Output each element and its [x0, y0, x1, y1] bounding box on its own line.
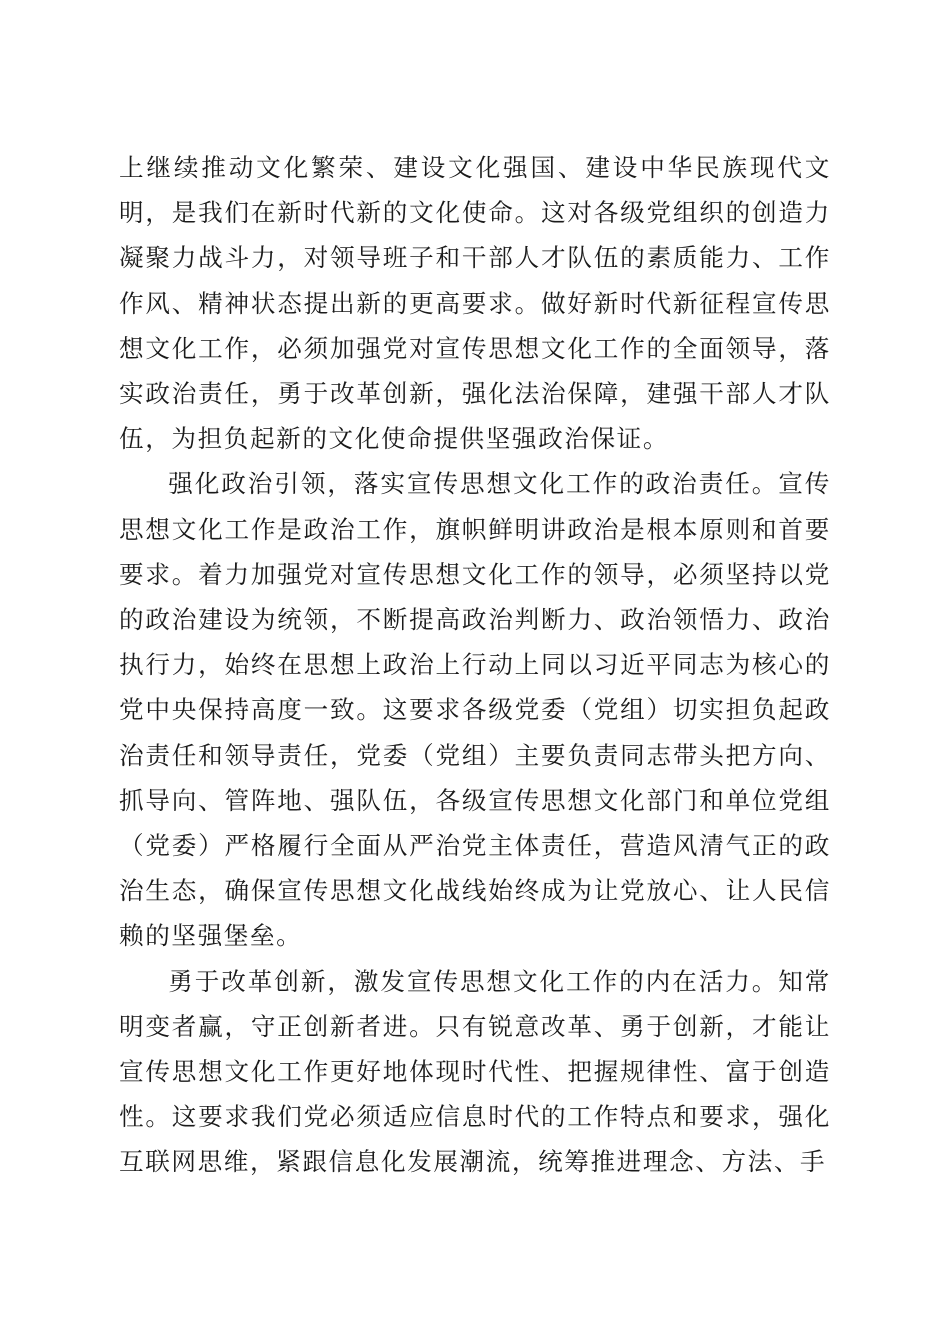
- paragraph-continuation: 上继续推动文化繁荣、建设文化强国、建设中华民族现代文明，是我们在新时代新的文化使命。这对各级党组织的创造力凝聚力战斗力，对领导班子和干部人才队伍的素质能力、工作作风、精神状态提出新的更高要求。做好新时代新征程宣传思想文化工作，必须加强党对宣传思想文化工作的全面领导，落实政治责任，勇于改革创新，强化法治保障，建强干部人才队伍，为担负起新的文化使命提供坚强政治保证。: [119, 153, 831, 454]
- paragraph-political-leadership: 强化政治引领，落实宣传思想文化工作的政治责任。宣传思想文化工作是政治工作，旗帜鲜明讲政治是根本原则和首要要求。着力加强党对宣传思想文化工作的领导，必须坚持以党的政治建设为统领，不断提高政治判断力、政治领悟力、政治执行力，始终在思想上政治上行动上同以习近平同志为核心的党中央保持高度一致。这要求各级党委（党组）切实担负起政治责任和领导责任，党委（党组）主要负责同志带头把方向、抓导向、管阵地、强队伍，各级宣传思想文化部门和单位党组（党委）严格履行全面从严治党主体责任，营造风清气正的政治生态，确保宣传思想文化战线始终成为让党放心、让人民信赖的坚强堡垒。: [119, 469, 831, 951]
- paragraph-reform-innovation: 勇于改革创新，激发宣传思想文化工作的内在活力。知常明变者赢，守正创新者进。只有锐意改革、勇于创新，才能让宣传思想文化工作更好地体现时代性、把握规律性、富于创造性。这要求我们党必须适应信息时代的工作特点和要求，强化互联网思维，紧跟信息化发展潮流，统筹推进理念、方法、手: [119, 966, 831, 1177]
- document-body: [119, 145, 831, 1185]
